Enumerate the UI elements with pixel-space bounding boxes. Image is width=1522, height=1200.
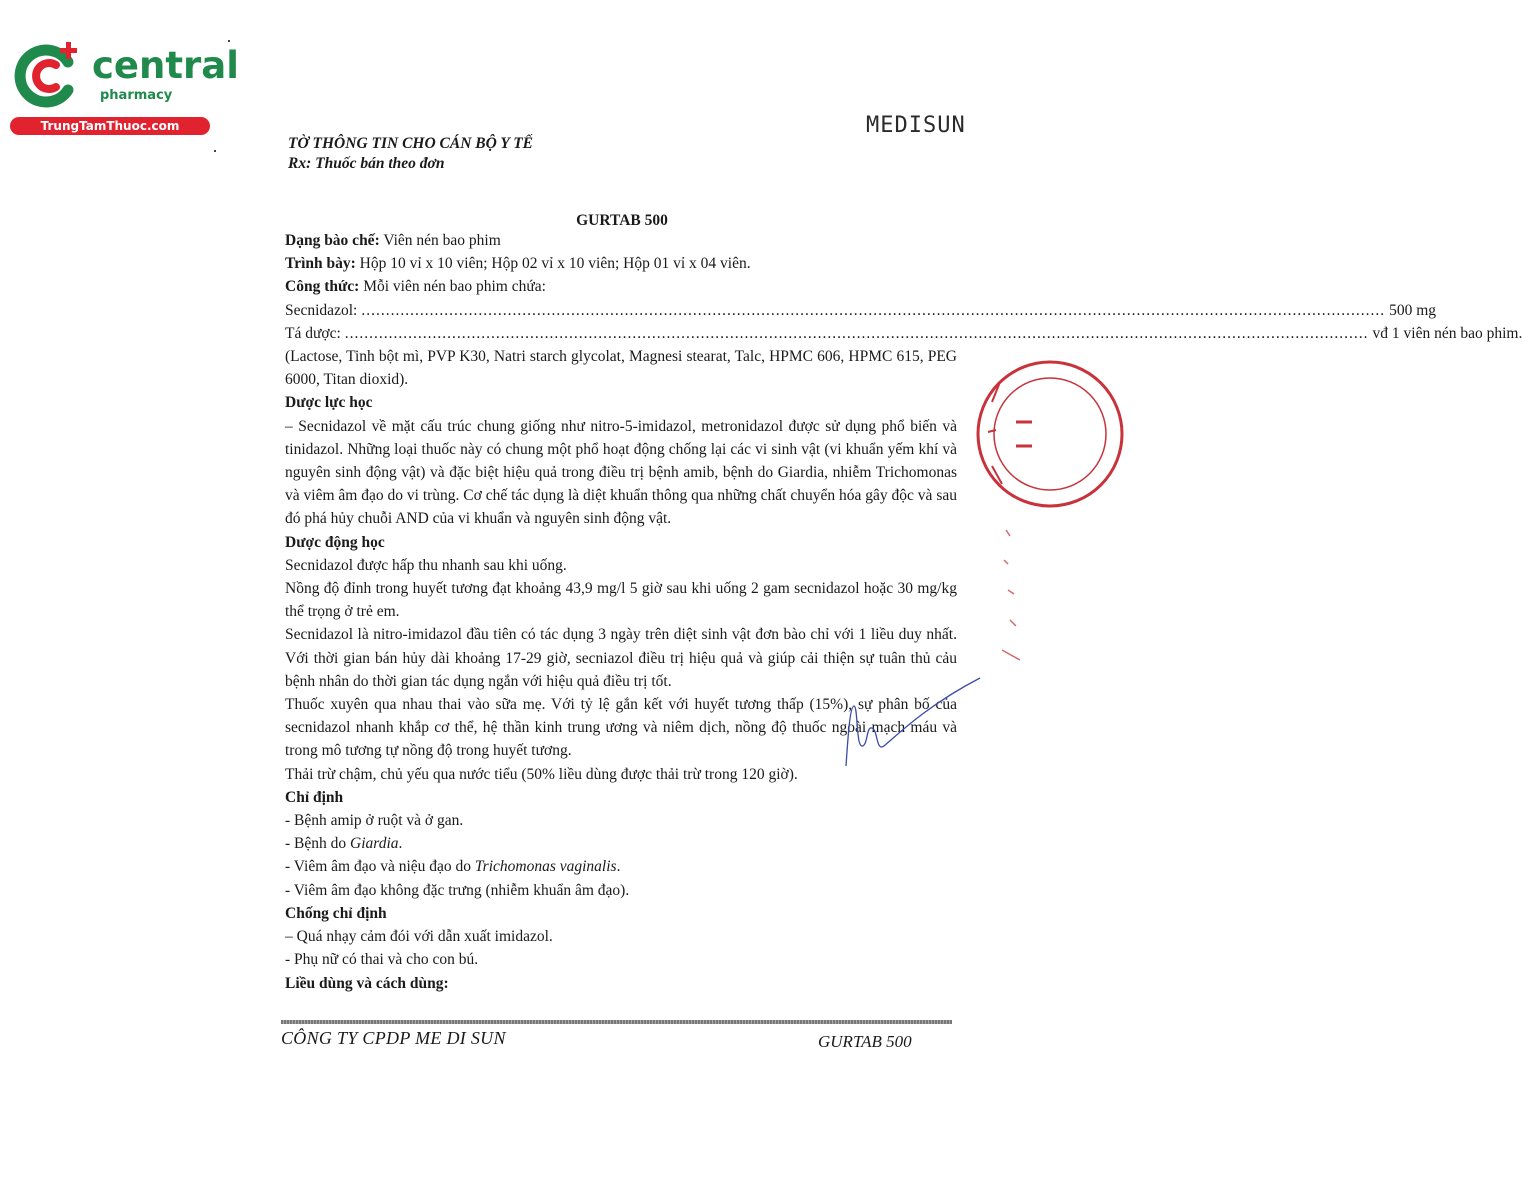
- active-ingredient-amount: 500 mg: [1389, 301, 1436, 319]
- contraindication-item: - Phụ nữ có thai và cho con bú.: [285, 951, 479, 969]
- footer-product: GURTAB 500: [818, 1032, 912, 1051]
- stamp-imprint-icon: [996, 520, 1026, 670]
- logo-url: TrungTamThuoc.com: [10, 117, 210, 135]
- excipient-list: (Lactose, Tinh bột mì, PVP K30, Natri starch glycolat, Magnesi stearat, Talc, HPMC 606, HPMC 615, PEG 6000, Titan dioxid).: [285, 348, 957, 389]
- dosage-form-value: Viên nén bao phim: [379, 232, 501, 249]
- pharmacokinetics-paragraph: Nồng độ đỉnh trong huyết tương đạt khoảng 43,9 mg/l 5 giờ sau khi uống 2 gam secnidazol hoặc 30 mg/kg thể trọng ở trẻ em.: [285, 580, 957, 621]
- signature-icon: [836, 676, 986, 776]
- pharmacokinetics-paragraph: Secnidazol được hấp thu nhanh sau khi uống.: [285, 556, 567, 574]
- product-title: GURTAB 500: [576, 212, 668, 229]
- indication-organism: Giardia: [350, 835, 399, 853]
- pharmacokinetics-heading: Dược động học: [285, 533, 385, 551]
- indication-text: - Bệnh do: [285, 835, 351, 853]
- scan-speck: [214, 150, 216, 152]
- header-line-2: Rx: Thuốc bán theo đơn: [288, 155, 445, 172]
- formula-label: Công thức:: [285, 278, 360, 296]
- logo-name: central: [92, 44, 239, 87]
- excipient-row: [285, 322, 1522, 345]
- excipient-name: Tá dược:: [285, 324, 341, 342]
- indication-text: - Viêm âm đạo và niệu đạo do: [285, 858, 475, 876]
- presentation-value: Hộp 10 vỉ x 10 viên; Hộp 02 vỉ x 10 viên; Hộp 01 vỉ x 04 viên.: [355, 255, 751, 273]
- footer-divider: [281, 1020, 952, 1024]
- pharmacokinetics-paragraph: Secnidazol là nitro-imidazol đầu tiên có tác dụng 3 ngày trên diệt sinh vật đơn bào chỉ với 1 liều duy nhất. Với thời gian bán hủy dài khoảng 17-29 giờ, secniazol điều trị hiệu quả và giúp cải thiện sự tuân thủ cảu bệnh nhân do thời gian tác dụng ngắn với hiệu quả điều trị tốt.: [285, 626, 957, 690]
- watermark-logo: [10, 40, 239, 135]
- indication-item: - Bệnh amip ở ruột và ở gan.: [285, 812, 464, 830]
- active-ingredient-name: Secnidazol:: [285, 301, 358, 319]
- document-body: [285, 229, 1522, 995]
- dosage-heading: Liều dùng và cách dùng:: [285, 974, 449, 992]
- formula: [285, 275, 957, 298]
- indication-text: .: [398, 835, 403, 853]
- document-header: [288, 134, 533, 174]
- indication-item: - Viêm âm đạo không đặc trưng (nhiễm khuẩn âm đạo).: [285, 881, 630, 899]
- logo-subtitle: pharmacy: [100, 88, 173, 103]
- pharmacokinetics-paragraph: Thuốc xuyên qua nhau thai vào sữa mẹ. Với tỷ lệ gắn kết với huyết tương thấp (15%), sự phân bố của secnidazol nhanh khắp cơ thể, hệ thần kinh trung ương và niêm dịch, nồng độ thuốc ngoài mạch máu và trong mô tương tự nồng độ trong huyết tương.: [285, 696, 957, 760]
- dot-leader: ..................................................................................................................................................................................................................: [344, 324, 1369, 342]
- formula-value: Mỗi viên nén bao phim chứa:: [359, 278, 546, 296]
- scan-speck: [228, 40, 230, 42]
- indication-text: .: [616, 858, 621, 876]
- company-stamp-icon: [972, 362, 1032, 512]
- indication-item: [285, 832, 957, 855]
- indications-heading: Chỉ định: [285, 788, 344, 806]
- pharmacodynamics-text: – Secnidazol về mặt cấu trúc chung giống như nitro-5-imidazol, metronidazol được sử dụng phổ biến và tinidazol. Những loại thuốc này có chung một phổ hoạt động chống lại các vi sinh vật (vi khuẩn yếm khí và nguyên sinh động vật) và đặc biệt hiệu quả trong điều trị bệnh amib, bệnh do Giardia, nhiễm Trichomonas và viêm âm đạo do vi trùng. Cơ chế tác dụng là diệt khuẩn thông qua những chất chuyển hóa gây độc và sau đó phá hủy chuỗi AND của vi khuẩn và nguyên sinh động vật.: [285, 417, 957, 528]
- pharmacokinetics-paragraph: Thải trừ chậm, chủ yếu qua nước tiểu (50% liều dùng được thải trừ trong 120 giờ).: [285, 765, 798, 783]
- header-line-1: TỜ THÔNG TIN CHO CÁN BỘ Y TẾ: [288, 135, 533, 152]
- active-ingredient-row: [285, 299, 1436, 322]
- contraindications-heading: Chống chỉ định: [285, 904, 387, 922]
- excipient-amount: vđ 1 viên nén bao phim.: [1372, 324, 1522, 342]
- pharmacodynamics-heading: Dược lực học: [285, 394, 373, 412]
- presentation-label: Trình bày:: [285, 255, 356, 273]
- footer-company: CÔNG TY CPDP ME DI SUN: [281, 1028, 506, 1048]
- dosage-form: [285, 229, 957, 252]
- pharmacy-cross-icon: [12, 40, 84, 112]
- dot-leader: ..................................................................................................................................................................................................................: [361, 301, 1386, 319]
- dosage-form-label: Dạng bào chế:: [285, 232, 380, 249]
- brand-logo: MEDISUN: [866, 113, 966, 138]
- contraindication-item: – Quá nhạy cảm đói với dẫn xuất imidazol.: [285, 928, 553, 946]
- indication-item: [285, 855, 957, 878]
- indication-organism: Trichomonas vaginalis: [474, 858, 617, 876]
- presentation: [285, 252, 957, 275]
